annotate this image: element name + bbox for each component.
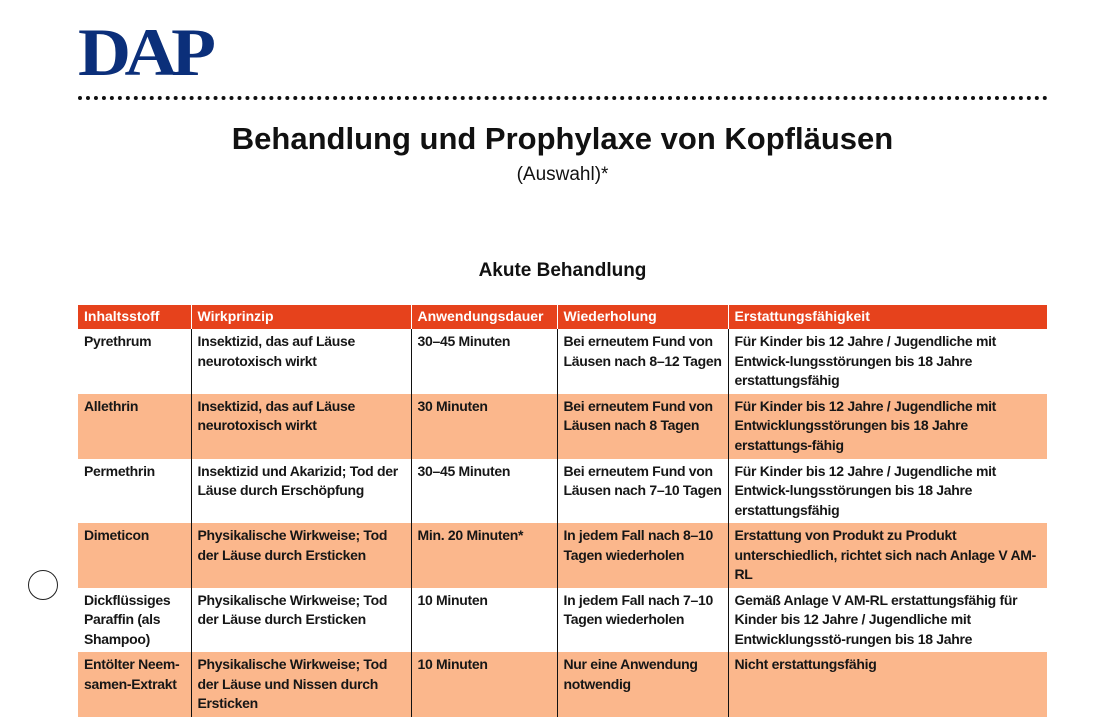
column-header-anwendungsdauer: Anwendungsdauer	[411, 305, 557, 329]
cell-wirkprinzip: Insektizid, das auf Läuse neurotoxisch wirkt	[191, 329, 411, 394]
cell-wiederholung: Bei erneutem Fund von Läusen nach 8–12 Tagen	[557, 329, 728, 394]
circle-icon	[28, 570, 58, 600]
cell-erstattungsfaehigkeit: Für Kinder bis 12 Jahre / Jugendliche mit Entwicklungsstörungen bis 18 Jahre erstattungs-fähig	[728, 394, 1047, 459]
treatment-table	[78, 305, 1047, 717]
cell-erstattungsfaehigkeit: Für Kinder bis 12 Jahre / Jugendliche mit Entwick-lungsstörungen bis 18 Jahre erstattungsfähig	[734, 333, 997, 388]
cell-wiederholung: In jedem Fall nach 8–10 Tagen wiederholen	[557, 523, 728, 588]
column-header-erstattungsfaehigkeit: Erstattungsfähigkeit	[728, 305, 1047, 329]
cell-wirkprinzip: Physikalische Wirkweise; Tod der Läuse und Nissen durch Ersticken	[191, 652, 411, 717]
cell-wirkprinzip: Insektizid und Akarizid; Tod der Läuse durch Erschöpfung	[191, 459, 411, 524]
cell-anwendungsdauer: 10 Minuten	[411, 652, 557, 717]
cell-erstattungsfaehigkeit: Gemäß Anlage V AM-RL erstattungsfähig für Kinder bis 12 Jahre / Jugendliche mit Entwicklungsstö-rungen bis 18 Jahre	[734, 591, 1018, 647]
cell-anwendungsdauer: 30 Minuten	[411, 394, 557, 459]
table-row	[78, 329, 1047, 394]
page-title: Behandlung und Prophylaxe von Kopfläusen	[231, 121, 894, 156]
column-header-wirkprinzip: Wirkprinzip	[191, 305, 411, 329]
cell-wirkprinzip: Insektizid, das auf Läuse neurotoxisch wirkt	[191, 394, 411, 459]
cell-inhaltsstoff: Permethrin	[78, 459, 191, 524]
cell-anwendungsdauer: Min. 20 Minuten*	[411, 523, 557, 588]
cell-wiederholung: Bei erneutem Fund von Läusen nach 7–10 Tagen	[557, 459, 728, 524]
cell-inhaltsstoff: Pyrethrum	[78, 329, 191, 394]
table-row	[78, 523, 1047, 588]
table-row	[78, 588, 1047, 653]
page-subtitle: (Auswahl)*	[516, 164, 609, 185]
cell-wirkprinzip: Physikalische Wirkweise; Tod der Läuse durch Ersticken	[191, 523, 411, 588]
cell-erstattungsfaehigkeit: Nicht erstattungsfähig	[728, 652, 1047, 717]
cell-inhaltsstoff: Dimeticon	[78, 523, 191, 588]
dap-logo[interactable]: DAP	[78, 14, 210, 90]
cell-inhaltsstoff: Dickflüssiges Paraffin (als Shampoo)	[78, 588, 191, 653]
cell-wiederholung: In jedem Fall nach 7–10 Tagen wiederholen	[557, 588, 728, 653]
column-header-inhaltsstoff: Inhaltsstoff	[78, 305, 191, 329]
cell-wiederholung: Nur eine Anwendung notwendig	[557, 652, 728, 717]
cell-anwendungsdauer: 30–45 Minuten	[411, 459, 557, 524]
cell-erstattungsfaehigkeit: Erstattung von Produkt zu Produkt unterschiedlich, richtet sich nach Anlage V AM-RL	[728, 523, 1047, 588]
cell-anwendungsdauer: 10 Minuten	[411, 588, 557, 653]
cell-wiederholung: Bei erneutem Fund von Läusen nach 8 Tagen	[557, 394, 728, 459]
cell-erstattungsfaehigkeit: Für Kinder bis 12 Jahre / Jugendliche mit Entwick-lungsstörungen bis 18 Jahre erstattungsfähig	[734, 462, 997, 518]
table-row	[78, 652, 1047, 717]
section-heading: Akute Behandlung	[478, 260, 647, 281]
cell-anwendungsdauer: 30–45 Minuten	[411, 329, 557, 394]
dotted-divider	[78, 96, 1048, 100]
cell-inhaltsstoff: Allethrin	[78, 394, 191, 459]
cell-inhaltsstoff: Entölter Neem-samen-Extrakt	[78, 652, 191, 717]
cell-wirkprinzip: Physikalische Wirkweise; Tod der Läuse durch Ersticken	[191, 588, 411, 653]
table-row	[78, 394, 1047, 459]
table-row	[78, 459, 1047, 524]
table-header-row	[78, 305, 1047, 329]
column-header-wiederholung: Wiederholung	[557, 305, 728, 329]
